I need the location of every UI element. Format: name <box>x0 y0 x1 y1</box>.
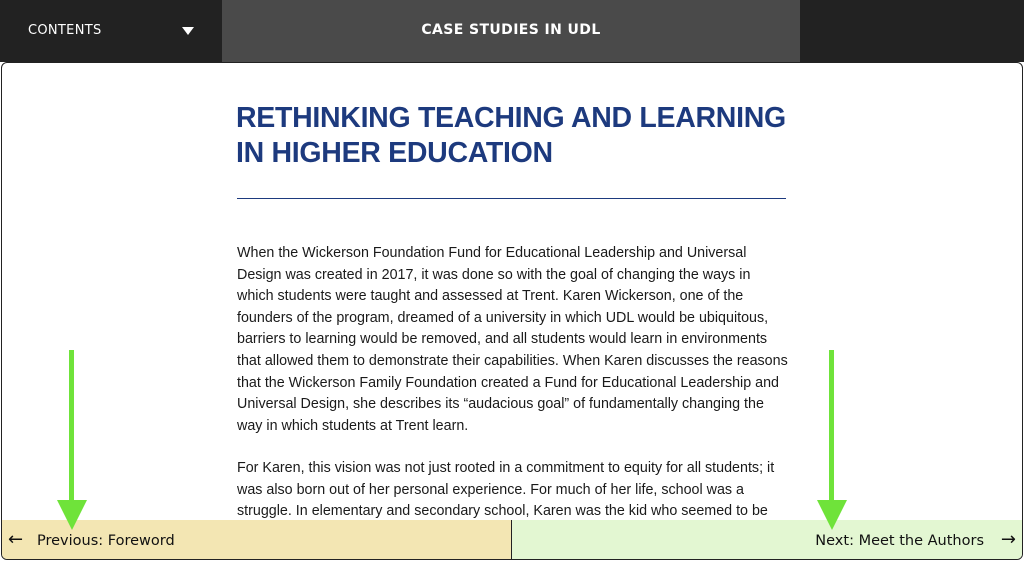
arrow-right-icon: → <box>1000 529 1016 550</box>
caret-down-icon <box>182 27 194 35</box>
chapter-title: RETHINKING TEACHING AND LEARNING IN HIGHER EDUCATION <box>236 102 786 169</box>
book-title: CASE STUDIES IN UDL <box>421 22 601 38</box>
title-divider <box>237 198 786 199</box>
arrow-left-icon: ← <box>8 529 24 550</box>
body-paragraph: When the Wickerson Foundation Fund for Educational Leadership and Universal Design was created in 2017, it was done so with the goal of changing the ways in which students were taught and assessed at Trent. Karen Wickerson, one of the founders of the program, dreamed of a university in which UDL would be ubiquitous, barriers to learning would be removed, and all students would learn in environments that allowed them to demonstrate their capabilities. When Karen discusses the reasons that the Wickerson Family Foundation created a Fund for Educational Leadership and Universal Design, she describes its “audacious goal” of fundamentally changing the way in which students at Trent learn. <box>237 245 788 434</box>
contents-label: CONTENTS <box>28 23 102 38</box>
annotation-arrow-shaft <box>69 350 74 502</box>
annotation-arrow-head <box>57 500 87 530</box>
annotation-arrow-head <box>817 500 847 530</box>
next-page-button[interactable] <box>511 520 1022 559</box>
next-page-label: Next: Meet the Authors <box>815 533 984 549</box>
contents-dropdown-button[interactable] <box>0 0 222 62</box>
book-title-box <box>222 0 800 62</box>
top-bar <box>0 0 1024 62</box>
annotation-arrow-shaft <box>829 350 834 502</box>
previous-page-label: Previous: Foreword <box>37 533 175 549</box>
body-paragraph: For Karen, this vision was not just rooted in a commitment to equity for all students; it was also born out of her personal experience. For much of her life, school was a struggle. In elementary and secondary school, Karen was the kid who seemed to be <box>237 460 775 520</box>
